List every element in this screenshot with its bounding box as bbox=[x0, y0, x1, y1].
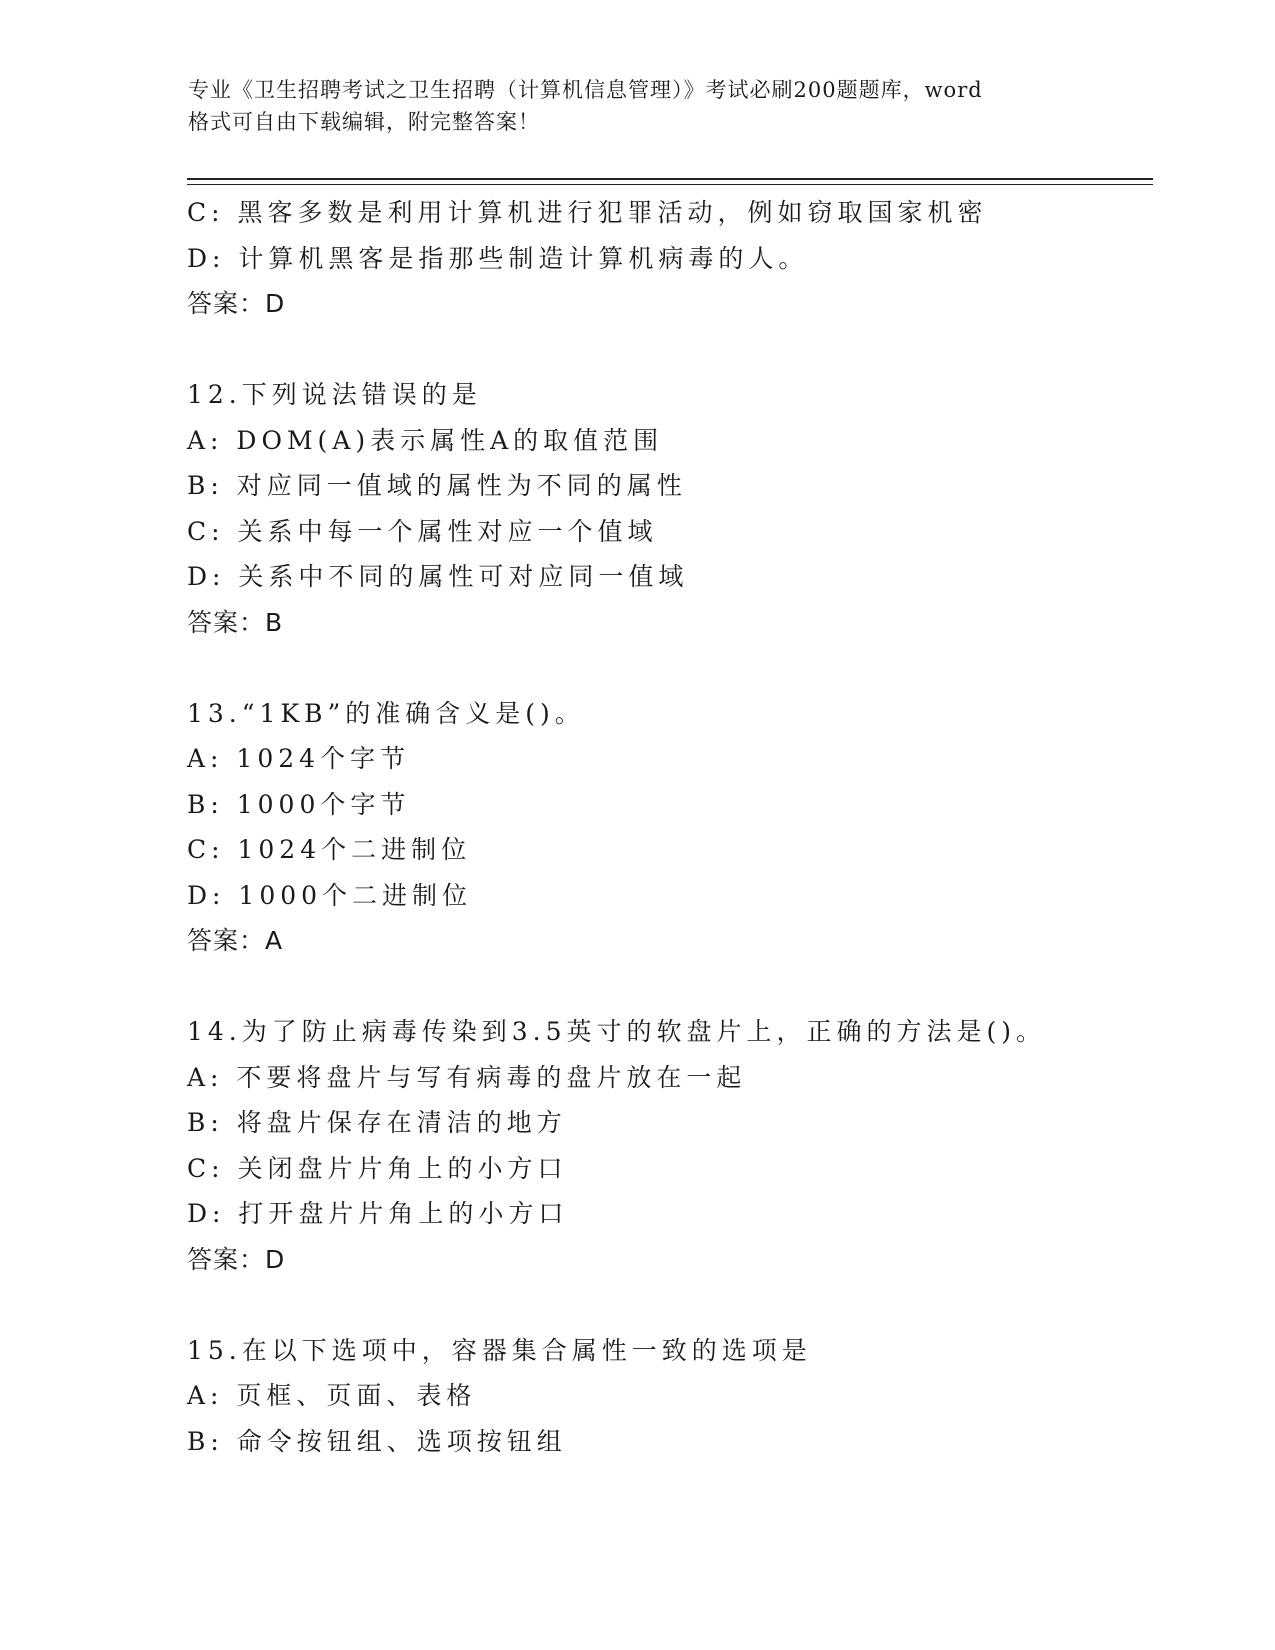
spacer bbox=[187, 645, 1147, 691]
option-b: B: 将盘片保存在清洁的地方 bbox=[187, 1108, 567, 1137]
option-a: A: 1024个字节 bbox=[187, 744, 411, 773]
option-a: A: 不要将盘片与写有病毒的盘片放在一起 bbox=[187, 1062, 747, 1092]
document-header bbox=[188, 74, 1088, 138]
option-d: D: 计算机黑客是指那些制造计算机病毒的人。 bbox=[187, 243, 809, 273]
question-stem: 13.“1KB”的准确含义是()。 bbox=[187, 698, 585, 728]
answer-label: 答案：B bbox=[187, 607, 284, 637]
question-list bbox=[187, 190, 1147, 1464]
option-c: C: 关系中每一个属性对应一个值域 bbox=[187, 516, 658, 546]
question-block-15 bbox=[187, 1328, 1147, 1465]
header-divider-thin bbox=[187, 184, 1153, 185]
option-a: A: 页框、页面、表格 bbox=[187, 1381, 477, 1410]
option-c: C: 关闭盘片片角上的小方口 bbox=[187, 1153, 568, 1183]
spacer bbox=[187, 964, 1147, 1010]
question-block-12 bbox=[187, 372, 1147, 645]
option-b: B: 对应同一值域的属性为不同的属性 bbox=[187, 471, 687, 500]
answer-label: 答案：D bbox=[187, 1244, 286, 1274]
question-block-14 bbox=[187, 1009, 1147, 1282]
spacer bbox=[187, 1282, 1147, 1328]
question-stem: 12.下列说法错误的是 bbox=[187, 380, 482, 409]
option-b: B: 1000个字节 bbox=[187, 789, 411, 819]
question-block-13 bbox=[187, 691, 1147, 964]
option-d: D: 1000个二进制位 bbox=[187, 880, 473, 910]
option-a: A: DOM(A)表示属性A的取值范围 bbox=[187, 425, 664, 455]
option-d: D: 打开盘片片角上的小方口 bbox=[187, 1199, 569, 1228]
question-stem: 15.在以下选项中，容器集合属性一致的选项是 bbox=[187, 1335, 812, 1365]
answer-label: 答案：D bbox=[187, 289, 286, 318]
question-stem: 14.为了防止病毒传染到3.5英寸的软盘片上，正确的方法是()。 bbox=[187, 1017, 1047, 1046]
option-c: C: 1024个二进制位 bbox=[187, 835, 472, 864]
header-title-line-1: 专业《卫生招聘考试之卫生招聘（计算机信息管理）》考试必刷200题题库，word bbox=[188, 78, 983, 102]
question-block-11 bbox=[187, 190, 1147, 327]
option-b: B: 命令按钮组、选项按钮组 bbox=[187, 1426, 567, 1456]
answer-label: 答案：A bbox=[187, 926, 284, 955]
header-divider-thick bbox=[187, 178, 1153, 180]
header-title-line-2: 格式可自由下载编辑，附完整答案！ bbox=[188, 110, 540, 134]
option-d: D: 关系中不同的属性可对应同一值域 bbox=[187, 562, 689, 591]
spacer bbox=[187, 327, 1147, 373]
option-c: C: 黑客多数是利用计算机进行犯罪活动，例如窃取国家机密 bbox=[187, 198, 988, 227]
